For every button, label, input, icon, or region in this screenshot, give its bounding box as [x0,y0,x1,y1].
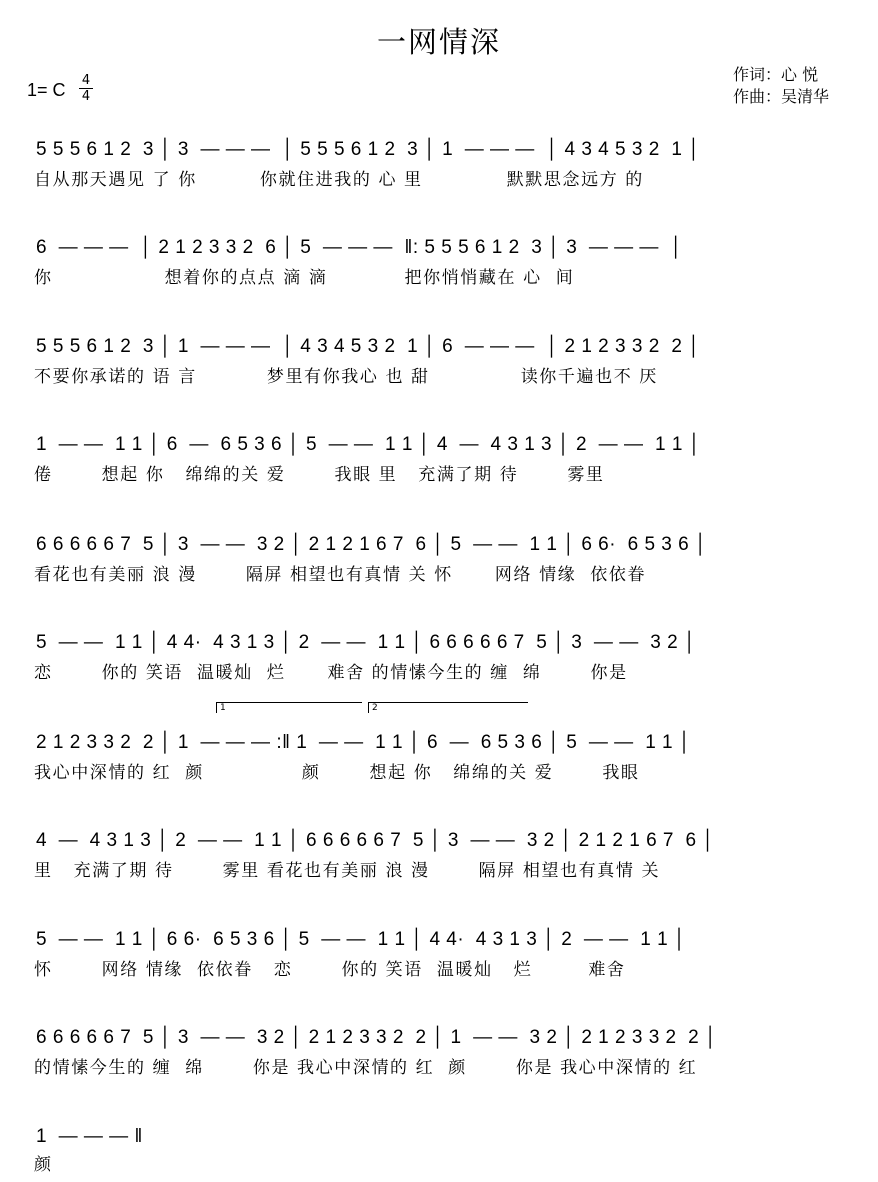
music-system [0,432,878,504]
notation-line: 5 — — 1 1 │ 4 4· 4 3 1 3 │ 2 — — 1 1 │ 6 6 6 6 6 7 5 │ 3 — — 3 2 │ [36,632,697,653]
credits [733,64,829,108]
lyric-line: 你 想着你的点点 滴 滴 把你悄悄藏在 心 间 [34,268,575,288]
song-title: 一网情深 [376,25,501,59]
notation-line: 5 5 5 6 1 2 3 │ 1 — — — │ 4 3 4 5 3 2 1 │ 6 — — — │ 2 1 2 3 3 2 2 │ [36,336,701,357]
key-signature: 1= C [27,80,66,100]
time-signature-bottom: 4 [81,89,91,104]
notation-line: 1 — — — ‖ [36,1126,143,1147]
lyric-line: 不要你承诺的 语 言 梦里有你我心 也 甜 读你千遍也不 厌 [34,367,658,387]
notation-line: 1 — — 1 1 │ 6 — 6 5 3 6 │ 5 — — 1 1 │ 4 — 4 3 1 3 │ 2 — — 1 1 │ [36,434,702,455]
lyric-line: 倦 想起 你 绵绵的关 爱 我眼 里 充满了期 待 雾里 [34,465,605,485]
music-system [0,630,878,702]
notation-line: 6 — — — │ 2 1 2 3 3 2 6 │ 5 — — — ‖: 5 5 5 6 1 2 3 │ 3 — — — │ [36,237,683,258]
notation-line: 6 6 6 6 6 7 5 │ 3 — — 3 2 │ 2 1 2 3 3 2 2 │ 1 — — 3 2 │ 2 1 2 3 3 2 2 │ [36,1027,718,1048]
lyric-line: 我心中深情的 红 颜 颜 想起 你 绵绵的关 爱 我眼 [34,763,640,783]
lyric-line: 恋 你的 笑语 温暖灿 烂 难舍 的情愫今生的 缠 绵 你是 [34,663,628,683]
music-system [0,730,878,802]
notation-line: 6 6 6 6 6 7 5 │ 3 — — 3 2 │ 2 1 2 1 6 7 6 │ 5 — — 1 1 │ 6 6· 6 5 3 6 │ [36,534,708,555]
music-system [0,828,878,900]
time-signature-top: 4 [79,73,93,89]
volta-number: 2 [372,703,378,713]
time-signature [79,73,93,104]
lyricist: 作词：心 悦 [733,65,819,84]
notation-line: 4 — 4 3 1 3 │ 2 — — 1 1 │ 6 6 6 6 6 7 5 │ 3 — — 3 2 │ 2 1 2 1 6 7 6 │ [36,830,715,851]
music-system [0,137,878,209]
lyric-line: 怀 网络 情缘 依依眷 恋 你的 笑语 温暖灿 烂 难舍 [34,960,626,980]
notation-line: 5 5 5 6 1 2 3 │ 3 — — — │ 5 5 5 6 1 2 3 │ 1 — — — │ 4 3 4 5 3 2 1 │ [36,139,701,160]
notation-line: 5 — — 1 1 │ 6 6· 6 5 3 6 │ 5 — — 1 1 │ 4 4· 4 3 1 3 │ 2 — — 1 1 │ [36,929,687,950]
volta-number: 1 [220,703,226,713]
music-system [0,1025,878,1097]
lyric-line: 颜 [34,1155,53,1175]
music-system [0,235,878,307]
notation-line: 2 1 2 3 3 2 2 │ 1 — — — :‖ 1 — — 1 1 │ 6 — 6 5 3 6 │ 5 — — 1 1 │ [36,732,692,753]
music-system [0,927,878,999]
volta-bracket-first [216,702,362,713]
lyric-line: 里 充满了期 待 雾里 看花也有美丽 浪 漫 隔屏 相望也有真情 关 [34,861,661,881]
lyric-line: 的情愫今生的 缠 绵 你是 我心中深情的 红 颜 你是 我心中深情的 红 [34,1058,698,1078]
music-system [0,1124,878,1175]
music-system [0,532,878,604]
composer: 作曲：吴清华 [733,87,830,106]
music-system [0,334,878,406]
lyric-line: 看花也有美丽 浪 漫 隔屏 相望也有真情 关 怀 网络 情缘 依依眷 [34,565,647,585]
volta-bracket-second [368,702,528,713]
lyric-line: 自从那天遇见 了 你 你就住进我的 心 里 默默思念远方 的 [34,170,644,190]
